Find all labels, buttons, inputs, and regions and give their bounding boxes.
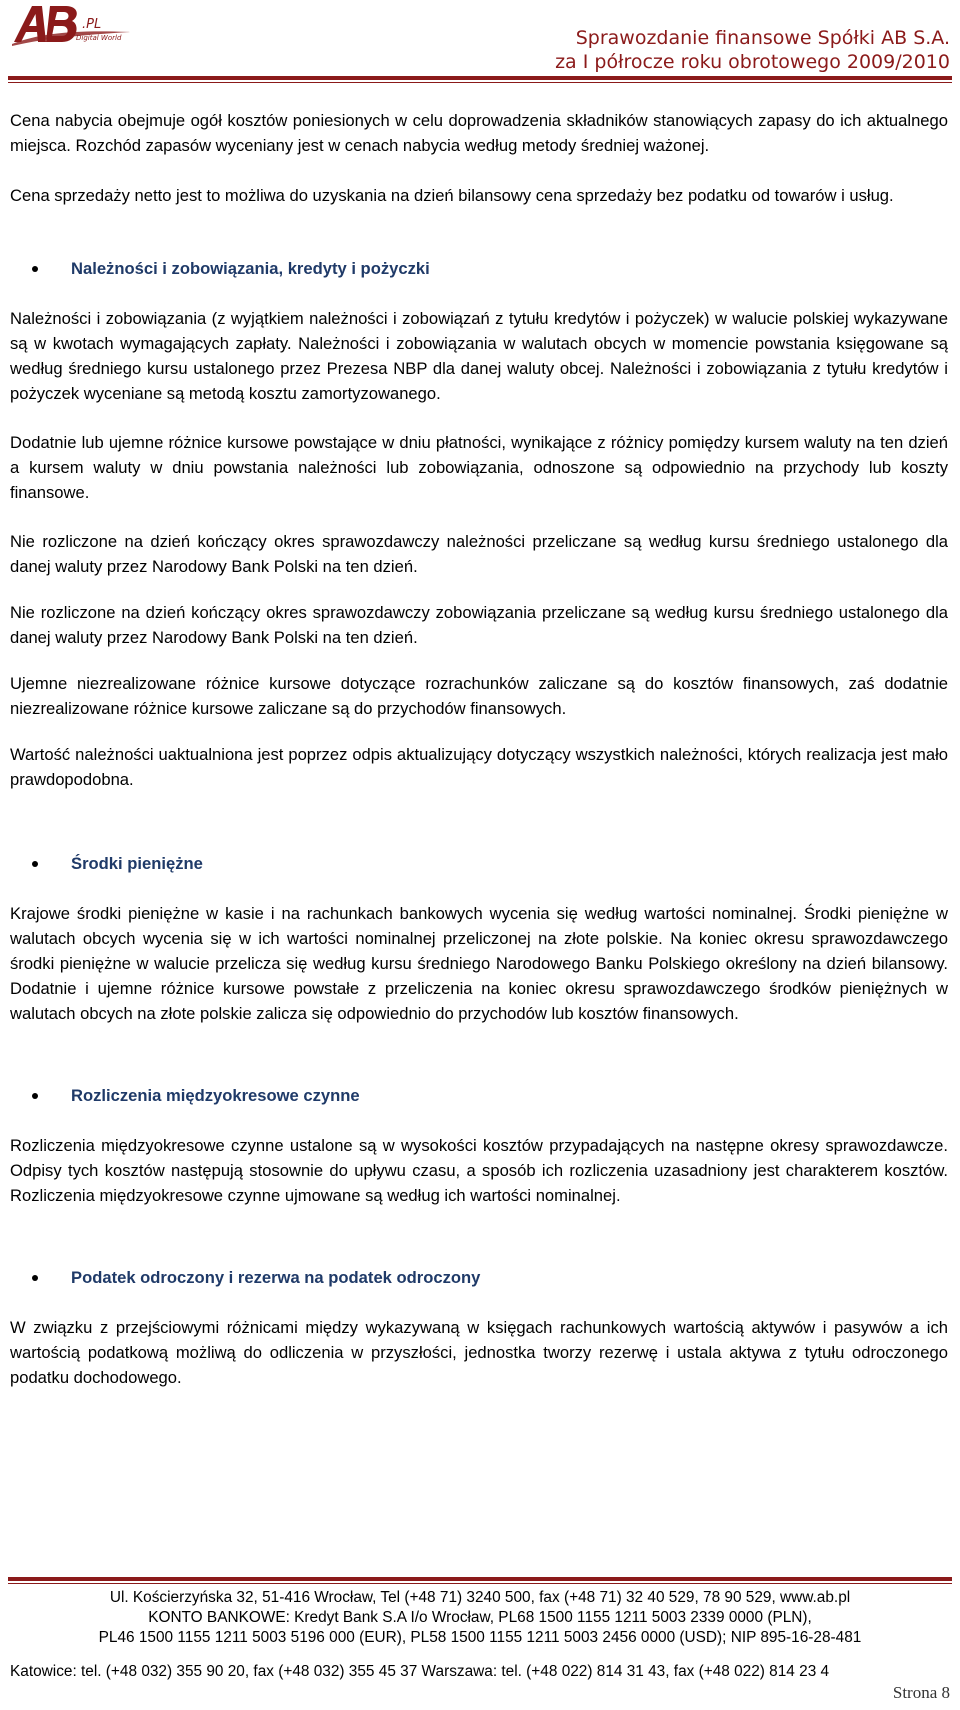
footer-bank-account: KONTO BANKOWE: Kredyt Bank S.A I/o Wrocław, PL68 1500 1155 1211 5003 2339 0000 (PLN), xyxy=(148,1609,812,1626)
footer-rule xyxy=(8,1577,952,1584)
page-number: Strona 8 xyxy=(892,1683,950,1702)
bullet-icon xyxy=(32,1275,38,1281)
svg-text:.PL: .PL xyxy=(82,17,102,32)
company-logo xyxy=(12,2,132,46)
svg-text:Digital World: Digital World xyxy=(76,34,122,42)
paragraph: Wartość należności uaktualniona jest poprzez odpis aktualizujący dotyczący wszystkich należności, których realizacja jest mało prawdopodobna. xyxy=(10,745,948,789)
footer-address: Ul. Kościerzyńska 32, 51-416 Wrocław, Tel (+48 71) 3240 500, fax (+48 71) 32 40 529, 78 90 529, www.ab.pl xyxy=(109,1589,851,1606)
footer-bank-account-2: PL46 1500 1155 1211 5003 5196 000 (EUR), PL58 1500 1155 1211 5003 2456 0000 (USD); NIP 895-16-28-481 xyxy=(98,1629,862,1646)
bullet-icon xyxy=(32,861,38,867)
page-header xyxy=(0,0,960,90)
paragraph: Dodatnie lub ujemne różnice kursowe powstające w dniu płatności, wynikające z różnicy pomiędzy kursem waluty na ten dzień a kursem waluty w dniu powstania należności lub zobowiązania, odnoszone są odpowiednio na przychody lub koszty finansowe. xyxy=(10,433,948,502)
header-rule xyxy=(8,76,952,83)
document-body xyxy=(10,108,948,1390)
paragraph: Nie rozliczone na dzień kończący okres sprawozdawczy zobowiązania przeliczane są według kursu średniego ustalonego dla danej waluty przez Narodowy Bank Polski na ten dzień. xyxy=(10,603,948,647)
bullet-icon xyxy=(32,266,38,272)
paragraph: Krajowe środki pieniężne w kasie i na rachunkach bankowych wycenia się według wartości nominalnej. Środki pieniężne w walutach obcych wycenia się w ich wartości nominalnej przeliczonej na złote polskie. Na koniec okresu sprawozdawczego środki pieniężne w walucie przelicza się według kursu średniego Narodowego Banku Polskiego określony na dzień bilansowy. Dodatnie i ujemne różnice kursowe powstałe z przeliczenia na koniec okresu sprawozdawczego środków pieniężnych w walutach obcych na złote polskie zalicza się odpowiednio do przychodów lub kosztów finansowych. xyxy=(10,904,948,1023)
paragraph: Rozliczenia międzyokresowe czynne ustalone są w wysokości kosztów przypadających na następne okresy sprawozdawcze. Odpisy tych kosztów następują stosownie do upływu czasu, a sposób ich rozliczenia uzasadniony jest charakterem kosztów. Rozliczenia międzyokresowe czynne ujmowane są według ich wartości nominalnej. xyxy=(10,1136,948,1205)
report-title xyxy=(555,26,950,74)
paragraph: Ujemne niezrealizowane różnice kursowe dotyczące rozrachunków zaliczane są do kosztów finansowych, zaś dodatnie niezrealizowane różnice kursowe zaliczane są do przychodów finansowych. xyxy=(10,674,948,718)
section-heading-cash: Środki pieniężne xyxy=(10,851,948,876)
page-footer xyxy=(0,1588,960,1680)
bullet-icon xyxy=(32,1093,38,1099)
report-title-line2: za I półrocze roku obrotowego 2009/2010 xyxy=(555,51,950,73)
footer-branches: Katowice: tel. (+48 032) 355 90 20, fax (+48 032) 355 45 37 Warszawa: tel. (+48 022) 814 31 43, fax (+48 022) 814 23 4 xyxy=(10,1663,830,1680)
paragraph: Cena sprzedaży netto jest to możliwa do uzyskania na dzień bilansowy cena sprzedaży bez podatku od towarów i usług. xyxy=(10,186,894,205)
paragraph: Nie rozliczone na dzień kończący okres sprawozdawczy należności przeliczane są według kursu średniego ustalonego dla danej waluty przez Narodowy Bank Polski na ten dzień. xyxy=(10,532,948,576)
section-heading-deferred-tax: Podatek odroczony i rezerwa na podatek odroczony xyxy=(10,1265,948,1290)
section-heading-prepayments: Rozliczenia międzyokresowe czynne xyxy=(10,1083,948,1108)
section-heading-receivables: Należności i zobowiązania, kredyty i pożyczki xyxy=(10,256,948,281)
paragraph: Cena nabycia obejmuje ogół kosztów poniesionych w celu doprowadzenia składników stanowiących zapasy do ich aktualnego miejsca. Rozchód zapasów wyceniany jest w cenach nabycia według metody średniej ważonej. xyxy=(10,111,948,155)
paragraph: W związku z przejściowymi różnicami między wykazywaną w księgach rachunkowych wartością aktywów i pasywów a ich wartością podatkową możliwą do odliczenia w przyszłości, jednostka tworzy rezerwę i ustala aktywa z tytułu odroczonego podatku dochodowego. xyxy=(10,1318,948,1387)
report-title-line1: Sprawozdanie finansowe Spółki AB S.A. xyxy=(575,27,950,49)
paragraph: Należności i zobowiązania (z wyjątkiem należności i zobowiązań z tytułu kredytów i pożyczek) w walucie polskiej wykazywane są w kwotach wymagających zapłaty. Należności i zobowiązania w walutach obcych w momencie powstania księgowane są według średniego kursu ustalonego przez Prezesa NBP dla danej waluty obcej. Należności i zobowiązania z tytułu kredytów i pożyczek wyceniane są metodą kosztu zamortyzowanego. xyxy=(10,309,948,403)
